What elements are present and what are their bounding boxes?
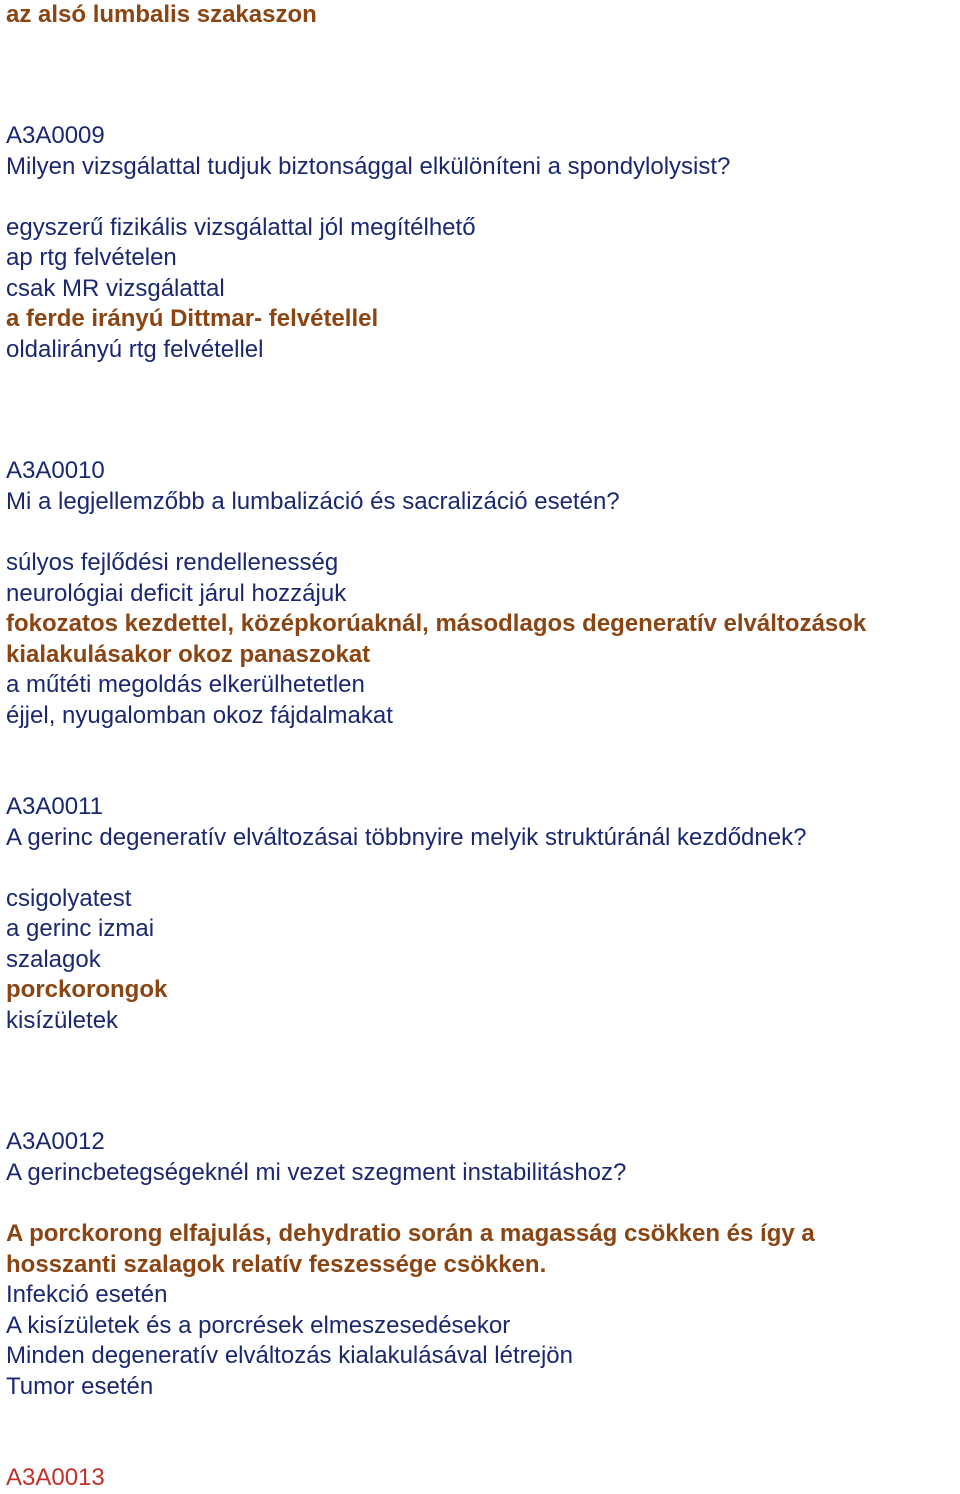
question-id-a3a0013: A3A0013 — [6, 1464, 105, 1491]
correct-answer-option: porckorongok — [6, 976, 168, 1003]
correct-answer-option: a ferde irányú Dittmar- felvétellel — [6, 305, 379, 332]
answer-option: a gerinc izmai — [6, 915, 155, 942]
question-text-a3a0009: Milyen vizsgálattal tudjuk biztonsággal elkülöníteni a spondylolysist? — [6, 153, 731, 180]
answer-option: Tumor esetén — [6, 1373, 154, 1400]
answer-option: éjjel, nyugalomban okoz fájdalmakat — [6, 702, 393, 729]
answer-option: Minden degeneratív elváltozás kialakulásával létrejön — [6, 1342, 573, 1369]
answer-option: A kisízületek és a porcrések elmeszesedésekor — [6, 1312, 511, 1339]
question-text-a3a0010: Mi a legjellemzőbb a lumbalizáció és sacralizáció esetén? — [6, 488, 620, 515]
question-text-a3a0012: A gerincbetegségeknél mi vezet szegment instabilitáshoz? — [6, 1159, 627, 1186]
answer-option: szalagok — [6, 946, 101, 973]
answer-option: kisízületek — [6, 1007, 119, 1034]
question-id-a3a0010: A3A0010 — [6, 457, 105, 484]
answer-option: csak MR vizsgálattal — [6, 275, 225, 302]
correct-answer-option: A porckorong elfajulás, dehydratio során a magasság csökken és így a — [6, 1220, 815, 1247]
answer-option: oldalirányú rtg felvétellel — [6, 336, 264, 363]
answer-option: súlyos fejlődési rendellenesség — [6, 549, 339, 576]
question-id-a3a0009: A3A0009 — [6, 122, 105, 149]
answer-option: ap rtg felvételen — [6, 244, 177, 271]
correct-answer-option: fokozatos kezdettel, középkorúaknál, másodlagos degeneratív elváltozások — [6, 610, 867, 637]
previous-answer-fragment: az alsó lumbalis szakaszon — [6, 1, 317, 28]
question-text-a3a0011: A gerinc degeneratív elváltozásai többnyire melyik struktúránál kezdődnek? — [6, 824, 807, 851]
correct-answer-option-continued: kialakulásakor okoz panaszokat — [6, 641, 371, 668]
answer-option: Infekció esetén — [6, 1281, 168, 1308]
answer-option: egyszerű fizikális vizsgálattal jól megítélhető — [6, 214, 476, 241]
correct-answer-option-continued: hosszanti szalagok relatív feszessége csökken. — [6, 1251, 547, 1278]
answer-option: a műtéti megoldás elkerülhetetlen — [6, 671, 365, 698]
answer-option: csigolyatest — [6, 885, 132, 912]
answer-option: neurológiai deficit járul hozzájuk — [6, 580, 347, 607]
question-id-a3a0012: A3A0012 — [6, 1128, 105, 1155]
question-id-a3a0011: A3A0011 — [6, 793, 103, 820]
